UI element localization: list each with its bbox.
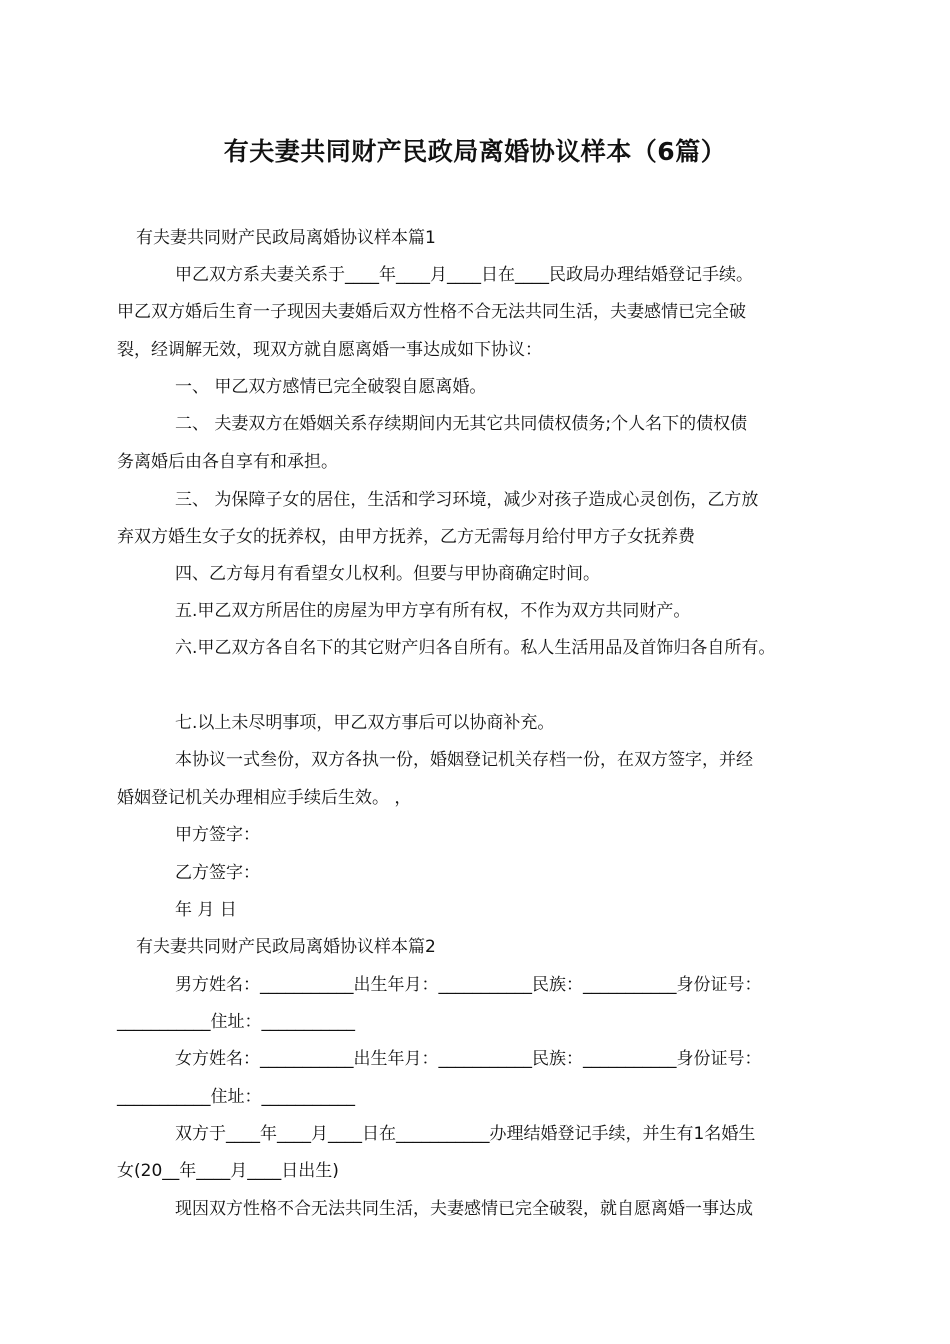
signature-party-b: 乙方签字： (175, 863, 260, 883)
body-line: 裂，经调解无效，现双方就自愿离婚一事达成如下协议： (117, 340, 542, 360)
body-line: 本协议一式叁份，双方各执一份，婚姻登记机关存档一份，在双方签字，并经 (175, 750, 753, 770)
agreement-clause-1: 一、 甲乙双方感情已完全破裂自愿离婚。 (175, 377, 487, 397)
agreement-clause-3: 三、 为保障子女的居住，生活和学习环境，减少对孩子造成心灵创伤，乙方放 (175, 490, 759, 510)
body-line: 双方于____年____月____日在___________办理结婚登记手续，并生有1名婚生 (175, 1124, 756, 1144)
body-line: 甲乙双方婚后生育一子现因夫妻婚后双方性格不合无法共同生活，夫妻感情已完全破 (117, 302, 746, 322)
agreement-clause-7: 七.以上未尽明事项，甲乙双方事后可以协商补充。 (175, 713, 555, 733)
body-line: 现因双方性格不合无法共同生活，夫妻感情已完全破裂，就自愿离婚一事达成 (175, 1199, 753, 1219)
body-line: 女(20__年____月____日出生) (117, 1161, 339, 1181)
female-info-line: 女方姓名：___________出生年月：___________民族：___________身份证号： (175, 1049, 762, 1069)
agreement-clause-2: 二、 夫妻双方在婚姻关系存续期间内无其它共同债权债务;个人名下的债权债 (175, 414, 748, 434)
document-title: 有夫妻共同财产民政局离婚协议样本（6篇） (223, 137, 727, 166)
agreement-clause-6: 六.甲乙双方各自名下的其它财产归各自所有。私人生活用品及首饰归各自所有。 (175, 638, 776, 658)
agreement-clause-4: 四、乙方每月有看望女儿权利。但要与甲协商确定时间。 (175, 564, 600, 584)
signature-party-a: 甲方签字： (175, 825, 260, 845)
female-address-line: ___________住址：___________ (117, 1087, 355, 1107)
agreement-clause-5: 五.甲乙双方所居住的房屋为甲方享有所有权，不作为双方共同财产。 (175, 601, 691, 621)
section-1-heading: 有夫妻共同财产民政局离婚协议样本篇1 (136, 228, 436, 248)
body-line: 弃双方婚生女子女的抚养权，由甲方抚养，乙方无需每月给付甲方子女抚养费 (117, 527, 695, 547)
section-2-heading: 有夫妻共同财产民政局离婚协议样本篇2 (136, 937, 436, 957)
body-line: 甲乙双方系夫妻关系于____年____月____日在____民政局办理结婚登记手续。 (175, 265, 753, 285)
signature-date: 年 月 日 (175, 900, 237, 920)
male-address-line: ___________住址：___________ (117, 1012, 355, 1032)
body-line: 婚姻登记机关办理相应手续后生效。 ， (117, 788, 412, 808)
body-line: 务离婚后由各自享有和承担。 (117, 452, 338, 472)
male-info-line: 男方姓名：___________出生年月：___________民族：___________身份证号： (175, 975, 762, 995)
